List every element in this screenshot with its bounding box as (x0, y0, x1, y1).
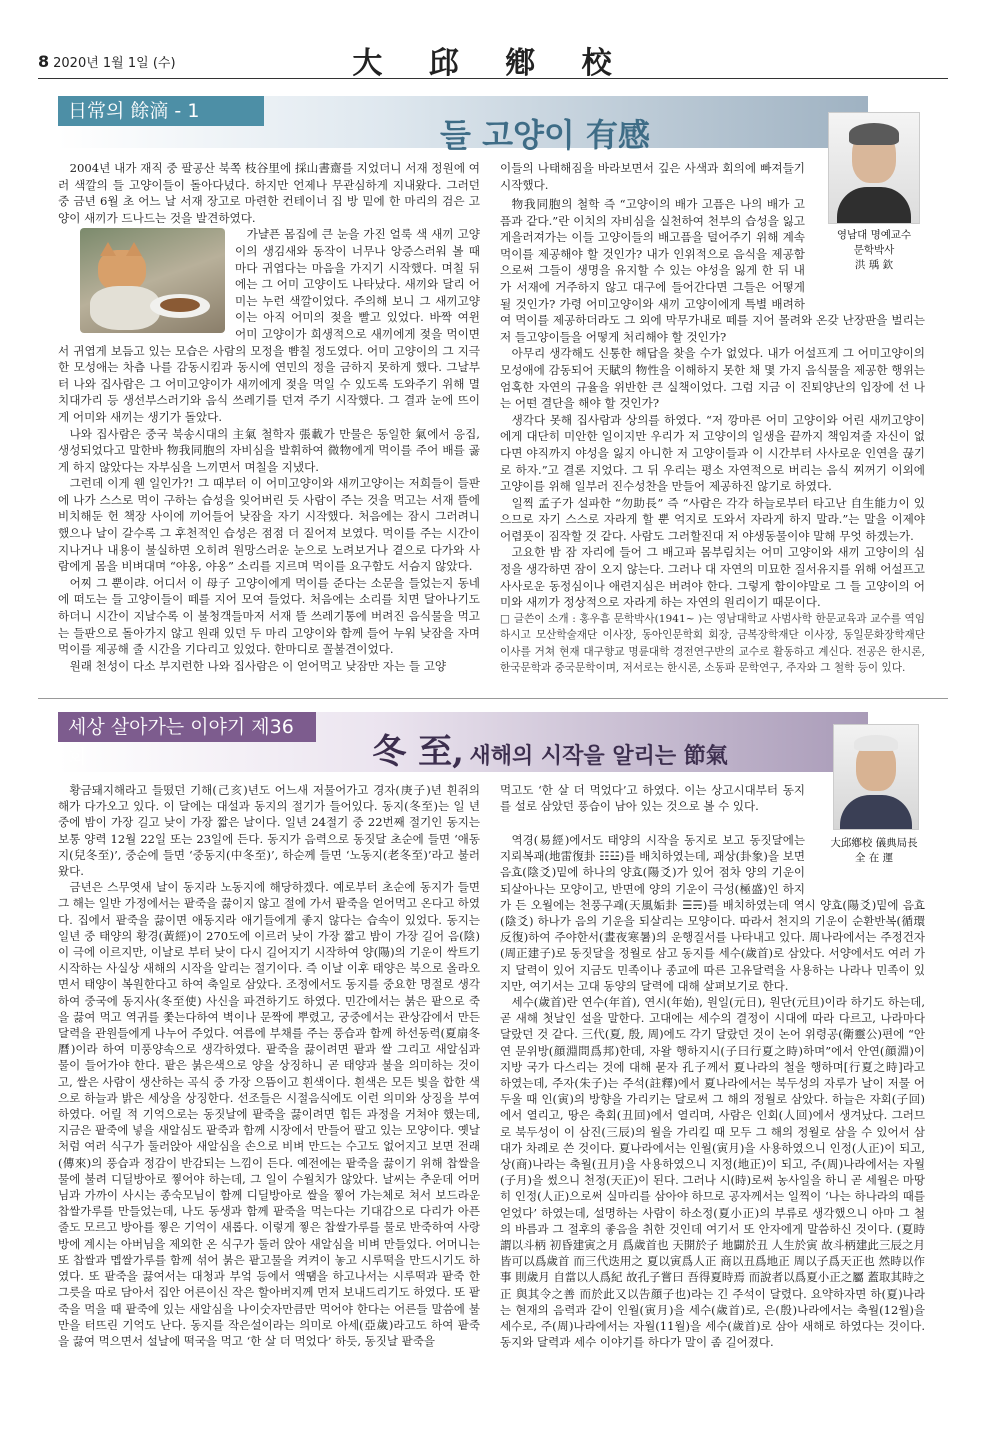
paragraph: 역경(易經)에서도 태양의 시작을 동지로 보고 동짓달에는 지뢰복괘(地雷復卦 ☷☳)를 배치하였는데, 괘상(卦象)을 보면 음효(陰爻)밑에 하나의 양효(陽爻)가 있어 점차 양의 기운이 되살아나는 모양이고, 반면에 양의 기운이 극성(極盛)인 하지가 든 오월에는 천풍구괘(天風姤卦 ☰☴)를 배치하였는데 역시 양효(陽爻)밑에 음효(陰爻) 하나가 음의 기운을 되살리는 모양이다. 따라서 천지의 기운이 순환반복(循環反復)하여 주야한서(晝夜寒暑)의 운행질서를 나타내고 있다. 周나라에서는 주정건자(周正建子)로 동짓달을 정월로 삼고 동지를 세수(歲首)로 삼았다. 서양에서도 여러 가지 달력이 있어 지금도 민족이나 종교에 따른 고유달력을 사용하는 나라나 민족이 있지만, 여기서는 고대 동양의 달력에 대해 살펴보기로 한다. (500, 833, 925, 993)
page-number: 8 (38, 52, 50, 71)
article1-column-2a (500, 160, 805, 193)
article2-column-2 (500, 832, 925, 1351)
paragraph: 그런데 이게 웬 일인가?! 그 때부터 이 어미고양이와 새끼고양이는 저희들이 들판에 나가 스스로 먹이 구하는 습성을 잊어버린 듯 사람이 주는 것을 먹고는 서재 뜰에 비치해둔 헌 책장 사이에 끼어들어 낮잠을 자기 시작했다. 처음에는 잠시 그러려니 했으나 날이 갈수록 그 후천적인 습성은 점점 더 짙어져 보였다. 먹이를 주는 시간이 지나거나 내용이 불실하면 오히려 원망스러운 눈으로 노려보거나 곁으로 다가와 사람에게 몸을 비벼대며 “야옹, 야옹” 소리를 지르며 먹이를 요구함도 서슴지 않았다. (58, 476, 480, 574)
paragraph: 物我同胞의 철학 즉 “고양이의 배가 고픔은 나의 배가 고픔과 같다.”란 이치의 자비심을 실천하여 천부의 습성을 잃고 게을러져가는 이들 고양이들의 배고픔을 덜어주기 위해 계속 먹이를 제공해야 할 것인가? 내가 인위적으로 음식을 제공함으로써 그들이 생명을 유지할 수 있는 야성을 잃게 한 뒤 내가 서재에 거주하지 않고 대구에 들어간다면 그들은 어떻게 될 것인가? 가령 어미고양이와 새끼 고양이에게 특별 배려하여 먹이를 제공하더라도 그 외에 막무가내로 떼를 지어 몰려와 온갖 난장판을 벌리는 저 들고양이들을 어떻게 처리해야 할 것인가? (500, 197, 925, 344)
header-rule (38, 78, 948, 79)
author-note: □ 글쓴이 소개 : 홍우흠 문학박사(1941~ )는 영남대학교 사범사학 한문교육과 교수를 역임하시고 모산학술재단 이사장, 동아인문학회 회장, 금복장학재단 이사장, 동일문화장학재단 이사를 거쳐 현재 대구향교 명륜대학 경전연구반의 교수로 활동하고 계신다. 전공은 한시론, 한국문학과 중국문학이며, 저서로는 한시론, 소동파 문학연구, 주자와 그 철학 등이 있다. (500, 612, 925, 675)
newspaper-title: 大 邱 鄕 校 (352, 46, 630, 81)
paragraph: 고요한 밤 잠 자리에 들어 그 배고파 몸부림치는 어미 고양이와 새끼 고양이의 심정을 생각하면 잠이 오지 않는다. 그러나 대 자연의 미묘한 질서유지를 위해 어설프고 사사로운 동정심이나 애련지심은 버려야 한다. 그렇게 함이야말로 그 들 고양이의 어미와 새끼가 정상적으로 자라게 하는 자연의 원리이기 때문이다. (500, 545, 926, 610)
article1-column-2 (500, 196, 925, 677)
article2-column-2a (500, 782, 805, 814)
paragraph: 나와 집사람은 중국 북송시대의 主氣 철학자 張載가 만물은 동일한 氣에서 응집, 생성되었다고 말한바 物我同胞의 자비심을 발휘하여 微物에게 먹이를 주어 배를 곯게 하지 않았다는 자부심을 느끼면서 며칠을 지냈다. (58, 426, 480, 474)
section-divider (38, 698, 948, 699)
article2-column-1 (58, 782, 480, 1349)
paragraph: 먹고도 ‘한 살 더 먹었다’고 하였다. 이는 상고시대부터 동지를 설로 삼았던 풍습이 남아 있는 것으로 볼 수 있다. (500, 783, 805, 814)
article2-title-main: 冬 至, (372, 732, 464, 772)
paragraph: 세수(歲首)란 연수(年首), 연시(年始), 원일(元日), 원단(元旦)이라 하기도 하는데, 곧 새해 첫날인 설을 말한다. 고대에는 세수의 결정이 시대에 따라 다르고, 나라마다 달랐던 것 같다. 三代(夏, 殷, 周)에도 각기 달랐던 것이 논어 위령공(衛靈公)편에 “안연 문위방(顔淵問爲邦)한데, 자왈 행하지시(子曰行夏之時)하며”에서 안연(顔淵)이 지방 국가 다스리는 것에 대해 묻자 孔子께서 夏나라의 철을 행하며[行夏之時]라고 하였는데, 주자(朱子)는 주석(註釋)에서 夏나라에서는 북두성의 자루가 날이 저물 어두울 때 인(寅)의 방향을 가리키는 달로써 그 해의 정월로 삼았다. 하늘은 자회(子回)에서 열리고, 땅은 축회(丑回)에서 열리며, 사람은 인회(人回)에서 생겨났다. 그러므로 북두성이 이 삼진(三辰)의 월을 가리킬 때 모두 그 해의 정월로 삼을 수 있어서 삼대가 차례로 쓴 것이다. 夏나라에서는 인월(寅月)을 사용하였으니 인정(人正)이 되고, 상(商)나라는 축월(丑月)을 사용하였으니 지정(地正)이 되고, 주(周)나라에서는 자월(子月)을 썼으니 천정(天正)이 된다. 그러나 시(時)로써 농사일을 하니 곧 세월은 마땅히 인정(人正)으로써 실마리를 삼아야 하므로 공자께서는 일찍이 ‘나는 하나라의 때를 얻었다’ 하였는데, 설명하는 사람이 하소정(夏小正)의 부류로 생각했으니 아마 그 철의 바름과 그 절후의 좋음을 취한 것인데 여기서 또 안자에게 말씀하신 것이다. (夏時 謂以斗柄 初昏建寅之月 爲歲首也 天開於子 地闢於丑 人生於寅 故斗柄建此三辰之月 皆可以爲歲首 而三代迭用之 夏以寅爲人正 商以丑爲地正 周以子爲天正也 然時以作事 則歲月 自當以人爲紀 故孔子嘗曰 吾得夏時焉 而說者以爲夏小正之屬 蓋取其時之正 與其令之善 而於此又以告顔子也)라는 긴 주석이 달렸다. 요약하자면 하(夏)나라는 현재의 음력과 같이 인월(寅月)을 세수(歲首)로, 은(殷)나라에서는 축월(12월)을 세수로, 주(周)나라에서는 자월(11월)을 세수(歲首)로 삼아 새해로 하였다는 것이다. 동지와 달력과 세수 이야기를 하다가 말이 좀 길어졌다. (500, 995, 925, 1350)
article1-series-badge: 日常의 餘滴 - 1 (58, 96, 264, 126)
paragraph: 생각다 못해 집사람과 상의를 하였다. “저 깡마른 어미 고양이와 어린 새끼고양이에게 대단히 미안한 일이지만 우리가 저 고양이의 일생을 끝까지 책임져줄 자신이 없다면 야직까지 야성을 잃지 아니한 저 고양이들과 이 시간부터 사사로운 인연을 끊기로 하자.”고 결론 지었다. 그 뒤 우리는 평소 자연적으로 버리는 음식 찌꺼기 이외에 고양이를 위해 일부러 진수성찬을 만들어 제공하진 않기로 하였다. (500, 412, 925, 494)
paragraph: 황금돼지해라고 들떴던 기해(己亥)년도 어느새 저물어가고 경자(庚子)년 흰쥐의 해가 다가오고 있다. 이 달에는 대설과 동지의 절기가 들어있다. 동지(冬至)는 일 년 중에 밤이 가장 길고 낮이 가장 짧은 날이다. 일년 24절기 중 22번째 절기인 동지는 보통 양력 12월 22일 또는 23일에 든다. 동지가 음력으로 동짓달 초순에 들면 ‘애동지(兒冬至)’, 중순에 들면 ‘중동지(中冬至)’, 하순께 들면 ‘노동지(老冬至)’라고 불러왔다. (58, 783, 480, 879)
paragraph: 이들의 나태해짐을 바라보면서 깊은 사색과 회의에 빠져들기 시작했다. (500, 161, 805, 192)
article2-series-badge: 세상 살아가는 이야기 제36회 (58, 712, 316, 742)
paragraph: 가냘픈 몸집에 큰 눈을 가진 얼룩 색 새끼 고양이의 생김새와 동작이 너무나 앙증스러워 볼 때마다 귀엽다는 마음을 가지기 시작했다. 며칠 뒤에는 그 어미 고양이도 나타났다. 새끼와 달리 어미는 누런 색깔이었다. 주의해 보니 그 새끼고양이는 아직 어미의 젖을 빨고 있었다. 바짝 여윈 어미 고양이가 희생적으로 새끼에게 젖을 먹이면서 귀엽게 보듬고 있는 모습은 사람의 모정을 뺨칠 정도였다. 어미 고양이의 그 지극한 모성애는 차츰 나를 감동시킴과 동시에 연민의 정을 금하지 못하게 했다. 그날부터 나와 집사람은 그 어미고양이가 새끼에게 젖을 먹일 수 있도록 도와주기 위해 멸치대가리 등 생선부스러기와 음식 쓰레기를 던져 주기 시작했다. 그 결과 눈에 뜨이게 어미와 새끼는 생기가 돌았다. (58, 227, 480, 424)
article2-title (250, 724, 850, 773)
paragraph: 원래 천성이 다소 부지런한 나와 집사람은 이 얻어먹고 낮잠만 자는 들 고양 (69, 658, 447, 673)
cat-photo (80, 228, 225, 333)
issue-date: 2020년 1월 1일 (수) (53, 56, 176, 71)
article1-title: 들 고양이 有感 (440, 116, 650, 154)
author2-caption: 大邱鄕校 儀典局長 全 在 運 (830, 837, 918, 864)
paragraph: 2004년 내가 재직 중 팔공산 북쪽 枝谷里에 採山書齋를 지었더니 서재 정원에 여러 색깔의 들 고양이들이 돌아다녔다. 하지만 언제나 무관심하게 지내왔다. 그러던 중 금년 6월 초 어느 날 서재 장고로 마련한 컨테이너 집 방 밑에 한 마리의 검은 고양이 새끼가 드나드는 것을 발견하였다. (58, 161, 480, 225)
article1-column-1 (58, 160, 480, 674)
paragraph: 어찌 그 뿐이랴. 어디서 이 母子 고양이에게 먹이를 준다는 소문을 들었는지 동네에 떠도는 들 고양이들이 떼를 지어 모여 들었다. 처음에는 소리를 치면 달아나기도 하더니 시간이 지날수록 이 불청객들마저 서재 뜰 쓰레기통에 버려진 음식물을 먹고는 들판으로 돌아가지 않고 원래 있던 두 마리 고양이와 함께 들어 누워 낮잠을 자며 먹이를 제공해 줄 시간을 기다리고 있었다. 한마디로 꼴불견이었다. (58, 575, 480, 657)
article2-title-sub: 새해의 시작을 알리는 節氣 (469, 743, 728, 769)
paragraph: 일찍 孟子가 설파한 “勿助長” 즉 “사람은 각각 하늘로부터 타고난 自生能力이 있으므로 자기 스스로 자라게 할 뿐 억지로 도와서 자라게 하지 말라.”는 말을 이제야 어렴풋이 짐작할 것 같다. 사람도 그러할진대 저 야생동물이야 말해 무엇 하겠는가. (500, 495, 925, 543)
paragraph: 금년은 스무엿새 날이 동지라 노동지에 해당하겠다. 예로부터 초순에 동지가 들면 그 해는 일반 가정에서는 팥죽을 끓이지 않고 절에 가서 팥죽을 얻어먹고 온다고 하였다. 집에서 팥죽을 끓이면 애동지라 애기들에게 좋지 않다는 습속이 있었다. 동지는 일년 중 태양의 황경(黃經)이 270도에 이르러 낮이 가장 짧고 밤이 가장 길어 음(陰)이 극에 이르지만, 이날로 부터 낮이 다시 길어지기 시작하여 양(陽)의 기운이 싹트기 시작하는 사실상 새해의 시작을 알리는 절기이다. 즉 이날 이후 태양은 북으로 올라오면서 태양이 복원한다고 하여 축일로 삼았다. 조정에서도 동지를 중요한 명절로 생각하여 중국에 동지사(冬至使) 사신을 파견하기도 하였다. 민간에서는 붉은 팥으로 죽을 끓여 먹고 역귀를 쫓는다하여 벽이나 문짝에 뿌렸고, 궁중에서는 관상감에서 만든 달력을 관원들에게 나누어 주었다. 여름에 부채를 주는 풍습과 함께 하선동력(夏扇冬曆)이라 하여 미풍양속으로 생각하였다. 팥죽을 끓이려면 팥과 쌀 그리고 새알심과 물이 들어가야 한다. 팥은 붉은색으로 양을 상징하니 곧 태양과 불을 의미하는 것이고, 쌀은 사람이 생산하는 곡식 중 가장 으뜸이고 흰색이다. 흰색은 모든 빛을 합한 색으로 하늘과 밝은 세상을 상징한다. 선조들은 시절음식에도 이런 의미와 상징을 부여하였다. 어릴 적 기억으로는 동짓날에 팥죽을 끓이려면 힘든 과정을 거쳐야 했는데, 지금은 팥죽에 넣을 새알심도 팥죽과 함께 시장에서 만들어 팔고 있는 모양이다. 옛날처럼 여러 식구가 둘러앉아 새알심을 손으로 비벼 만드는 수고도 없어지고 보면 전래(傳來)의 풍습과 정감이 반감되는 느낌이 든다. 예전에는 팥죽을 끓이기 위해 찹쌀을 물에 불려 디딜방아로 찧어야 하는데, 그 일이 수월치가 않았다. 날씨는 추운데 어머님과 가까이 사시는 종숙모님이 함께 디딜방아로 쌀을 찧어 가는체로 쳐서 보드라운 찹쌀가루를 만들었는데, 나도 동생과 함께 팥죽을 먹는다는 기대감으로 다리가 아픈 줄도 모르고 방아를 찧은 기억이 새롭다. 이렇게 찧은 찹쌀가루를 물로 반죽하여 사랑방에 계시는 아버님을 제외한 온 식구가 둘러 앉아 새알심을 비벼 만들었다. 어머니는 또 찹쌀과 멥쌀가루를 함께 섞어 붉은 팥고물을 켜켜이 놓고 시루떡을 만드시기도 하였다. 또 팥죽을 끓여서는 대청과 부엌 등에서 액땜을 하고나서는 시루떡과 팥죽 한 그릇을 따로 담아서 집안 어른이신 작은 할아버지께 먼저 보내드리기도 하였다. 또 팥죽을 먹을 때 팥죽에 있는 새알심을 나이숫자만큼만 먹어야 한다는 어른들 말씀에 불만을 터뜨린 기억도 난다. 동지를 작은설이라는 의미로 아세(亞歲)라고도 하여 팥죽을 끓여 먹으면서 설날에 떡국을 먹고 ‘한 살 더 먹었다’ 하듯, 동짓날 팥죽을 (58, 880, 480, 1348)
paragraph: 아무리 생각해도 신통한 해답을 찾을 수가 없었다. 내가 어설프게 그 어미고양이의 모성애에 감동되어 天賦의 物性을 이해하지 못한 채 몇 가지 음식물을 제공한 행위는 엄혹한 자연의 규율을 위반한 큰 실책이었다. 그럼 지금 이 진퇴양난의 입장에 선 나는 어떤 결단을 해야 할 것인가? (500, 346, 925, 411)
author2-photo (833, 724, 919, 830)
author1-caption: 영남대 명예교수 문학박사 洪 瑀 欽 (836, 229, 912, 271)
